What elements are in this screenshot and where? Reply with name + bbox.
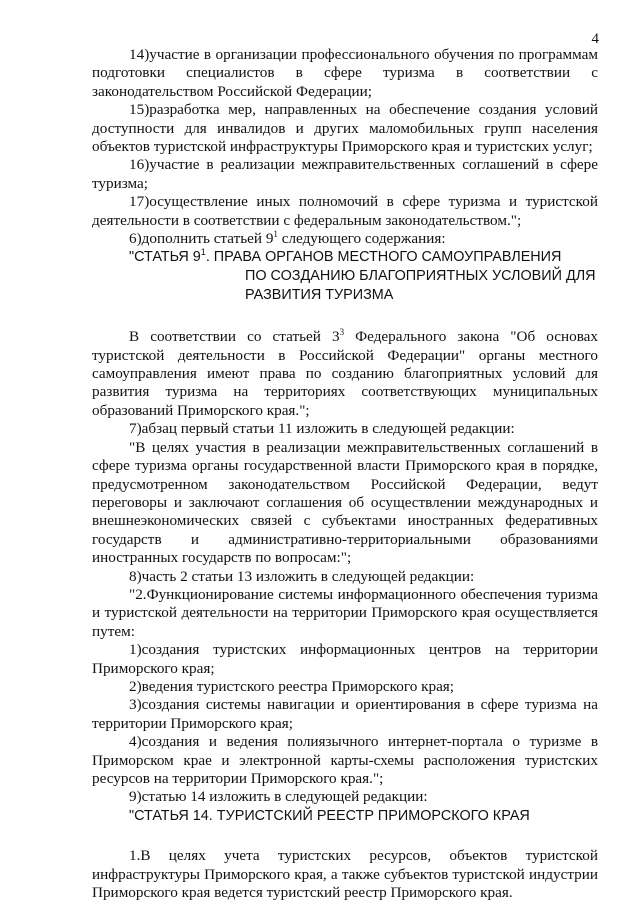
article-9-heading: "СТАТЬЯ $9^1$. ПРАВА ОРГАНОВ МЕСТНОГО САМОУПРАВЛЕНИЯ ПО СОЗДАНИЮ БЛАГОПРИЯТНЫХ УСЛОВИЙ ДЛЯ РАЗВИТИЯ ТУРИЗМА <box>92 248 598 304</box>
item-17: 17)осуществление иных полномочий в сфере туризма и туристской деятельности в соответствии с федеральным законодательством."; <box>92 193 598 229</box>
article-9-text: В соответствии со статьей $3^3$ Федерального закона "Об основах туристской деятельности в Российской Федерации" органы местного самоуправления имеют права по созданию благоприятных условий для развития туризма на территориях соответствующих муниципальных образований Приморского края."; <box>92 327 598 419</box>
item-8-intro: 8)часть 2 статьи 13 изложить в следующей редакции: <box>129 567 475 585</box>
item-16: 16)участие в реализации межправительственных соглашений в сфере туризма; <box>92 156 598 192</box>
item-8-sub-1: 1)создания туристских информационных центров на территории Приморского края; <box>92 641 598 677</box>
article-9-heading-line2: ПО СОЗДАНИЮ БЛАГОПРИЯТНЫХ УСЛОВИЙ ДЛЯ <box>245 268 596 285</box>
item-15: 15)разработка мер, направленных на обеспечение создания условий доступности для инвалидов и других маломобильных групп населения объектов туристской инфраструктуры Приморского края и туристских услуг; <box>92 101 598 156</box>
item-8-sub-3: 3)создания системы навигации и ориентирования в сфере туризма на территории Приморского края; <box>92 696 598 732</box>
item-9-intro: 9)статью 14 изложить в следующей редакции: <box>129 788 428 806</box>
page-number: 4 <box>591 31 599 47</box>
item-8-text: "2.Функционирование системы информационного обеспечения туризма и туристской деятельности на территории Приморского края осуществляется путем: <box>92 585 598 640</box>
item-7-text: "В целях участия в реализации межправительственных соглашений в сфере туризма органы государственной власти Приморского края в порядке, предусмотренном законодательством Российской Федерации, ведут переговоры и заключают соглашения об осуществлении международных и внешнеэкономических связей с субъектами иностранных федеративных государств и административно-территориальными образованиями иностранных государств по вопросам:"; <box>92 438 598 567</box>
article-14-text: 1.В целях учета туристских ресурсов, объектов туристской инфраструктуры Приморского края, а также субъектов туристской индустрии Приморского края ведется туристский реестр Приморского края. <box>92 847 598 902</box>
document-body <box>92 46 598 903</box>
article-14-heading: "СТАТЬЯ 14. ТУРИСТСКИЙ РЕЕСТР ПРИМОРСКОГО КРАЯ <box>129 807 530 824</box>
item-6: 6)дополнить статьей $9^1$ следующего содержания: <box>129 229 446 248</box>
item-8-sub-2: 2)ведения туристского реестра Приморского края; <box>129 677 455 695</box>
item-7-intro: 7)абзац первый статьи 11 изложить в следующей редакции: <box>129 420 515 438</box>
item-14: 14)участие в организации профессионального обучения по программам подготовки специалистов в сфере туризма в соответствии с законодательством Российской Федерации; <box>92 46 598 100</box>
article-9-heading-line3: РАЗВИТИЯ ТУРИЗМА <box>245 286 394 303</box>
item-8-sub-4: 4)создания и ведения полиязычного интернет-портала о туризме в Приморском крае и электронной карты-схемы расположения туристских ресурсов на территории Приморского края."; <box>92 733 598 787</box>
